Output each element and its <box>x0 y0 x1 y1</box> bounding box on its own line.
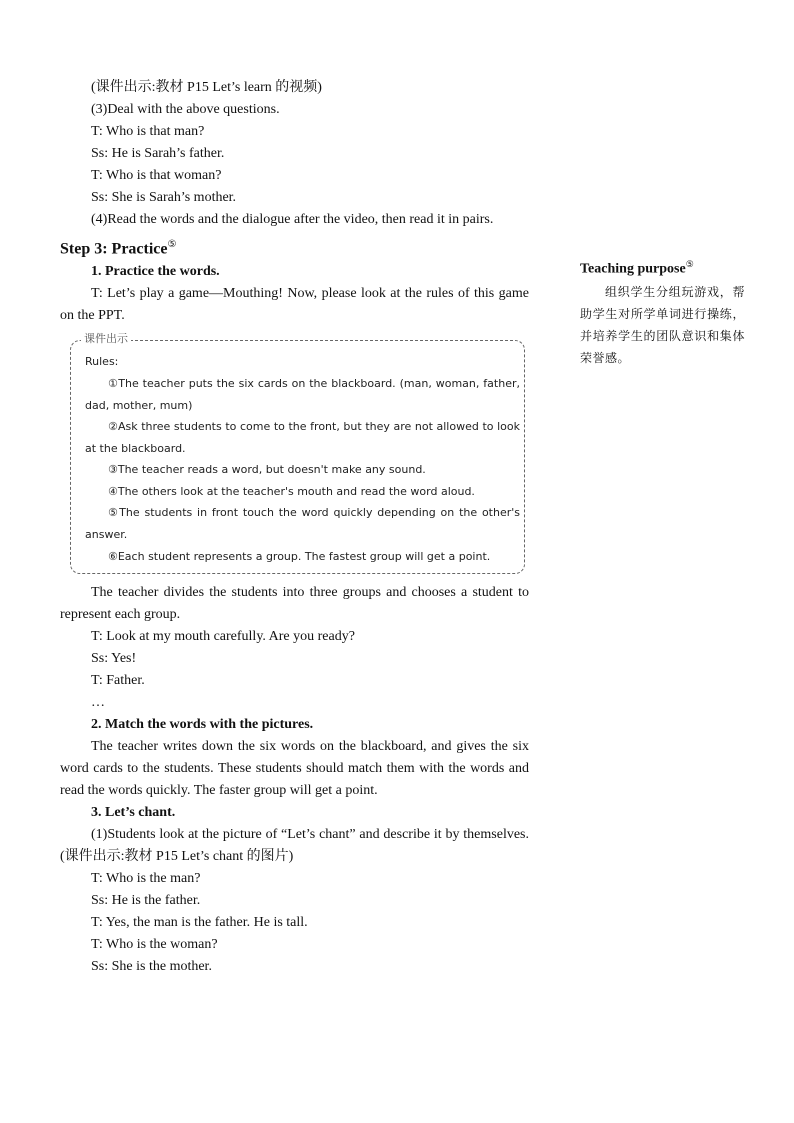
rules-box <box>70 332 525 574</box>
section-heading: 1. Practice the words. <box>91 264 220 280</box>
paragraph: The teacher writes down the six words on the blackboard, and gives the six word cards to the students. These students should match them with the words and read the words quickly. The faster group will get a point. <box>60 739 529 799</box>
dialogue-line: Ss: Yes! <box>91 651 137 667</box>
main-column <box>60 77 529 978</box>
sidebar-title-text: Teaching purpose <box>580 261 686 277</box>
paragraph: The teacher divides the students into three groups and chooses a student to represent each group. <box>60 585 529 623</box>
dialogue-line: T: Who is that woman? <box>91 168 222 183</box>
rule-item: ②Ask three students to come to the front, but they are not allowed to look at the blackboard. <box>85 420 520 455</box>
rule-item: ⑤The students in front touch the word quickly depending on the other's answer. <box>85 506 520 542</box>
dialogue-line: Ss: He is the father. <box>91 893 201 909</box>
sidebar-heading <box>580 253 745 281</box>
step-title-text: Step 3: Practice <box>60 240 168 258</box>
dialogue-line: Ss: She is Sarah’s mother. <box>91 190 237 205</box>
intro-line: (4)Read the words and the dialogue after the video, then read it in pairs. <box>91 212 494 227</box>
rules-heading: Rules: <box>85 355 119 369</box>
section-heading: 2. Match the words with the pictures. <box>91 717 314 733</box>
teaching-purpose-sidebar <box>580 253 745 369</box>
dialogue-line: Ss: He is Sarah’s father. <box>91 146 225 161</box>
dialogue-line: T: Who is the woman? <box>91 937 218 953</box>
rule-item: ④The others look at the teacher's mouth and read the word aloud. <box>108 484 475 498</box>
dialogue-line: T: Look at my mouth carefully. Are you ready? <box>91 629 355 645</box>
footnote-mark: ⑤ <box>167 239 177 250</box>
paragraph: (1)Students look at the picture of “Let’s chant” and describe it by themselves. (课件出示:教材 P15 Let’s chant 的图片) <box>60 827 529 865</box>
rule-item: ⑥Each student represents a group. The fastest group will get a point. <box>108 549 491 563</box>
rule-item: ①The teacher puts the six cards on the blackboard. (man, woman, father, dad, mother, mum) <box>85 376 520 412</box>
box-tag: 课件出示 <box>81 332 131 346</box>
ellipsis: … <box>91 695 105 711</box>
dialogue-line: T: Who is that man? <box>91 124 205 139</box>
dialogue-line: T: Yes, the man is the father. He is tall. <box>91 915 308 931</box>
rule-item: ③The teacher reads a word, but doesn't make any sound. <box>108 463 426 477</box>
teacher-line: T: Let’s play a game—Mouthing! Now, please look at the rules of this game on the PPT. <box>60 286 529 324</box>
dialogue-line: T: Father. <box>91 673 145 689</box>
intro-line: (3)Deal with the above questions. <box>91 102 280 117</box>
step-heading <box>60 233 529 261</box>
section-heading: 3. Let’s chant. <box>91 805 176 821</box>
footnote-mark: ⑤ <box>685 259 694 269</box>
dialogue-line: T: Who is the man? <box>91 871 201 887</box>
sidebar-text: 组织学生分组玩游戏，帮助学生对所学单词进行操练，并培养学生的团队意识和集体荣誉感。 <box>580 284 745 365</box>
intro-line: (课件出示:教材 P15 Let’s learn 的视频) <box>91 80 322 95</box>
dialogue-line: Ss: She is the mother. <box>91 959 212 975</box>
